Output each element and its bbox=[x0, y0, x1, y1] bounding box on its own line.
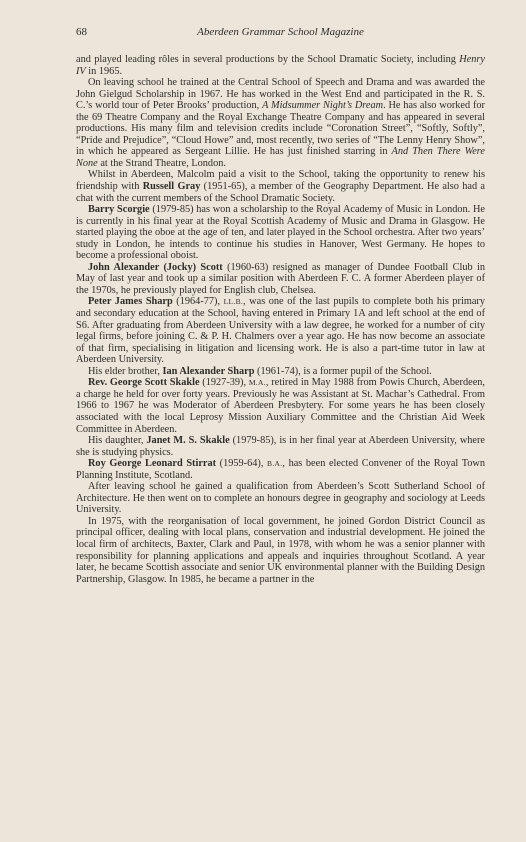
paragraph bbox=[76, 458, 485, 481]
paragraph bbox=[76, 296, 485, 365]
text-run: , was one of the last pupils to complete both his primary and secondary education at the School, having entered in Primary 1A and left school at the end of S6. After graduating from Aberdeen University with a law degree, he worked for a number of city legal firms, before joining C. & P. H. Chalmers over a year ago. He has now become an associate of that firm, specialising in litigation and licensing work. He is also a part-time tutor in law at Aberdeen University. bbox=[76, 296, 485, 366]
text-run: On leaving school he trained at the Central School of Speech and Drama and was awarded the John Gielgud Scholarship in 1967. He has worked in the West End and participated in the R. S. C.’s world tour of Peter Brooks’ production, bbox=[76, 77, 485, 112]
text-run: (1979-85) has won a scholarship to the Royal Academy of Music in London. He is currently in his final year at the Royal Scottish Academy of Music and Drama in Glasgow. He started playing the oboe at the age of ten, and later played in the School orchestra. After two years’ study in London, he intends to continue his studies in Hanover, West Germany. He hopes to become a professional oboist. bbox=[76, 204, 485, 262]
person-name: John Alexander (Jocky) Scott bbox=[88, 261, 223, 273]
degree-abbrev: M.A. bbox=[248, 378, 266, 388]
text-run: (1979-85), is in her final year at Aberdeen University, where she is studying physics. bbox=[76, 435, 485, 458]
paragraph bbox=[76, 77, 485, 169]
page-number: 68 bbox=[76, 26, 87, 38]
running-head: Aberdeen Grammar School Magazine bbox=[197, 26, 364, 38]
person-name: Janet M. S. Skakle bbox=[146, 435, 230, 447]
paragraph bbox=[76, 262, 485, 297]
text-run: After leaving school he gained a qualification from Aberdeen’s Scott Sutherland School of Architecture. He then went on to complete an honours degree in geography and sociology at Leeds University. bbox=[76, 481, 485, 516]
paragraph bbox=[76, 366, 485, 378]
text-run: , has been elected Convener of the Royal Town Planning Institute, Scotland. bbox=[76, 458, 486, 481]
paragraph bbox=[76, 377, 485, 435]
person-name: Barry Scorgie bbox=[88, 204, 150, 216]
text-run: His elder brother, bbox=[88, 365, 163, 377]
text-run: in 1965. bbox=[85, 65, 123, 77]
text-run: Whilst in Aberdeen, Malcolm paid a visit to the School, taking the opportunity to renew his friendship with bbox=[76, 169, 485, 193]
paragraph bbox=[76, 54, 485, 77]
text-run: . He has also worked for the 69 Theatre Company and the Royal Exchange Theatre Company and has appeared in several productions. His many film and television credits include “Coronation Street”, “Softly, Softly”, “Pride and Prejudice”, “Cloud Howe” and, most recently, two series of “The Lenny Henry Show”, in which he appeared as Sergeant Lillie. He has just finished starring in bbox=[76, 100, 485, 158]
paragraph bbox=[76, 481, 485, 516]
text-run: , retired in May 1988 from Powis Church, Aberdeen, a charge he held for over forty years. Previously he was Assistant at St. Machar’s Cathedral. From 1966 to 1967 he was Moderator of Aberdeen Presbytery. For some years he has been closely associated with the local Leprosy Mission Auxiliary Committee and the Christian Aid Week Committee in Aberdeen. bbox=[76, 377, 485, 435]
italic-title: And Then There Were None bbox=[76, 146, 485, 169]
person-name: Peter James Sharp bbox=[88, 296, 173, 308]
text-run: (1964-77), bbox=[172, 296, 224, 308]
paragraph bbox=[76, 435, 485, 458]
person-name: Ian Alexander Sharp bbox=[162, 365, 255, 377]
text-run: (1959-64), bbox=[216, 458, 268, 470]
degree-abbrev: LL.B. bbox=[223, 297, 244, 307]
text-run: and played leading rôles in several productions by the School Dramatic Society, including bbox=[76, 54, 460, 65]
page-header bbox=[76, 26, 485, 42]
text-run: (1960-63) resigned as manager of Dundee Football Club in May of last year and took up a similar position with Aberdeen F. C. A former Aberdeen player of the 1970s, he previously played for English club, Chelsea. bbox=[76, 261, 485, 296]
person-name: Roy George Leonard Stirrat bbox=[88, 458, 217, 470]
paragraph bbox=[76, 516, 485, 585]
text-run: In 1975, with the reorganisation of local government, he joined Gordon District Council as principal officer, dealing with local plans, conservation and industrial development. He joined the local firm of architects, Baxter, Clark and Paul, in 1978, with whom he was a senior planner with responsibility for planning applications and appeals and inquiries throughout Scotland. A year later, he became Scottish associate and senior UK environmental planner with the Building Design Partnership, Glasgow. In 1985, he became a partner in the bbox=[76, 515, 485, 585]
text-run: (1961-74), is a former pupil of the School. bbox=[254, 365, 432, 377]
text-run: at the Strand Theatre, London. bbox=[97, 157, 226, 169]
paragraph bbox=[76, 169, 485, 204]
italic-title: A Midsummer Night’s Dream bbox=[262, 100, 384, 112]
paragraph bbox=[76, 204, 485, 262]
article-body bbox=[76, 54, 485, 585]
person-name: Russell Gray bbox=[142, 181, 201, 193]
degree-abbrev: B.A. bbox=[267, 459, 283, 469]
person-name: Rev. George Scott Skakle bbox=[88, 377, 200, 389]
text-run: His daughter, bbox=[88, 435, 147, 447]
text-run: (1927-39), bbox=[199, 377, 249, 389]
italic-title: Henry IV bbox=[76, 54, 485, 77]
text-run: (1951-65), a member of the Geography Department. He also had a chat with the current members of the School Dramatic Society. bbox=[76, 181, 485, 204]
